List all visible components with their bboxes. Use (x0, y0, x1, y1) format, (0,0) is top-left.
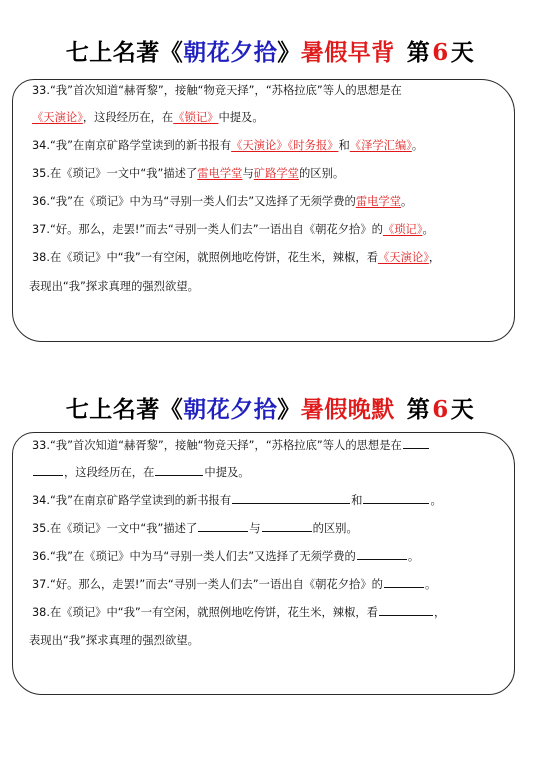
answer-blank[interactable] (198, 521, 248, 532)
answer-blank[interactable] (403, 438, 429, 449)
question-37: 37.“好。那么，走罢!”而去“寻别一类人们去”一语出自《朝花夕拾》的《琐记》。 (32, 223, 434, 236)
answer-text: 《泽学汇编》 (349, 139, 412, 152)
question-34: 34.“我”在南京矿路学堂读到的新书报有《天演论》《时务报》和《泽学汇编》。 (32, 139, 424, 152)
answer-text: 矿路学堂 (253, 167, 299, 180)
question-33-line2: 《天演论》，这段经历在，在《锁记》中提及。 (32, 111, 264, 124)
question-38-line1: 38.在《琐记》中“我”一有空闲，就照例地吃侉饼，花生米，辣椒，看《天演论》， (32, 251, 441, 264)
answer-text: 雷电学堂 (355, 195, 402, 208)
session-tag: 暑假早背 (300, 39, 395, 66)
question-36: 36.“我”在《琐记》中为马“寻别一类人们去”又选择了无须学费的 。 (32, 550, 420, 563)
question-37: 37.“好。那么，走罢!”而去“寻别一类人们去”一语出自《朝花夕拾》的 。 (32, 578, 437, 591)
question-33-line1: 33.“我”首次知道“赫胥黎”，接触“物竞天择”，“苏格拉底”等人的思想是在 (32, 438, 430, 453)
day-number: 6 (432, 396, 449, 423)
question-36: 36.“我”在《琐记》中为马“寻别一类人们去”又选择了无须学费的雷电学堂。 (32, 195, 413, 208)
answer-text: 《琐记》 (382, 223, 423, 236)
session-tag: 暑假晚默 (300, 396, 395, 423)
book-name: 朝花夕拾 (183, 39, 278, 66)
answer-blank[interactable] (379, 605, 433, 616)
answer-text: 雷电学堂 (197, 167, 243, 180)
question-38-line1: 38.在《琐记》中“我”一有空闲，就照例地吃侉饼，花生米，辣椒，看 ， (32, 606, 446, 619)
answer-text: 《天演论》《时务报》 (231, 139, 339, 152)
answer-text: 《天演论》 (378, 251, 429, 264)
day-number: 6 (432, 39, 449, 66)
answer-blank[interactable] (262, 521, 312, 532)
question-34: 34.“我”在南京矿路学堂读到的新书报有 和 。 (32, 494, 442, 507)
answer-blank[interactable] (363, 493, 429, 504)
answer-blank[interactable] (155, 465, 203, 476)
top-section-title: 七上名著《朝花夕拾》暑假早背 第6天 (65, 39, 475, 66)
answer-blank[interactable] (232, 493, 350, 504)
question-38-line2: 表现出“我”探求真理的强烈欲望。 (29, 634, 199, 647)
question-33-line1: 33.“我”首次知道“赫胥黎”，接触“物竞天择”，“苏格拉底”等人的思想是在 (32, 84, 402, 97)
question-38-line2: 表现出“我”探求真理的强烈欲望。 (29, 280, 199, 293)
answer-blank[interactable] (384, 577, 424, 588)
answer-blank[interactable] (33, 465, 63, 476)
answer-blank[interactable] (357, 549, 407, 560)
question-35: 35.在《琐记》一文中“我”描述了雷电学堂与矿路学堂的区别。 (32, 167, 345, 180)
question-33-line2: ，这段经历在，在 中提及。 (32, 465, 250, 480)
book-name: 朝花夕拾 (183, 396, 278, 423)
bottom-section-title: 七上名著《朝花夕拾》暑假晚默 第6天 (65, 396, 475, 423)
question-35: 35.在《琐记》一文中“我”描述了 与 的区别。 (32, 522, 358, 535)
answer-text: 《天演论》 (32, 111, 83, 124)
answer-text: 《锁记》 (173, 111, 219, 124)
